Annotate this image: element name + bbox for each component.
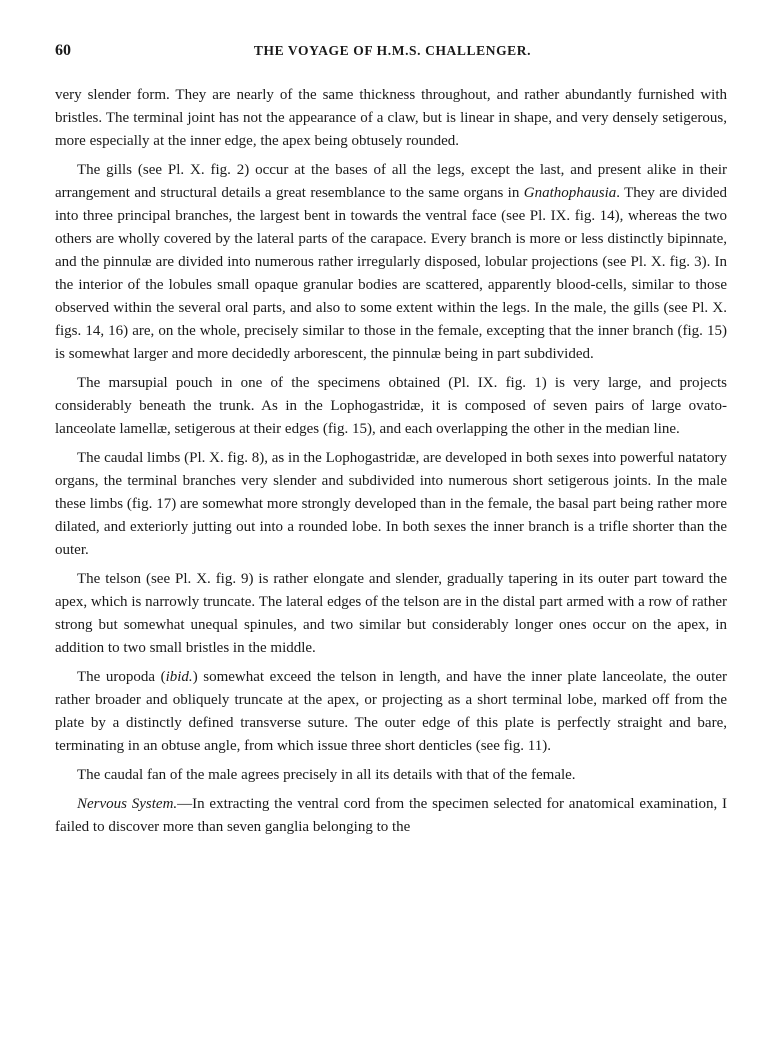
- paragraph-caudal-fan: The caudal fan of the male agrees precisely in all its details with that of the female.: [77, 767, 576, 783]
- ibid-reference: ibid.: [165, 669, 193, 685]
- paragraph-uropoda: [55, 666, 727, 758]
- body-text: [55, 84, 727, 845]
- paragraph-marsupial-pouch: The marsupial pouch in one of the specimens obtained (Pl. IX. fig. 1) is very large, and projects considerably beneath the trunk. As in the Lophogastridæ, it is composed of seven pairs of large ovato-lanceolate lamellæ, setigerous at their edges (fig. 15), and each overlapping the other in the median line.: [55, 375, 727, 437]
- page-header: [55, 42, 730, 64]
- gills-text-end: . They are divided into three principal branches, the largest bent in towards the ventral face (see Pl. IX. fig. 14), whereas the two others are wholly covered by the lateral parts of the carapace. Every branch is more or less distinctly bipinnate, and the pinnulæ are divided into numerous rather irregularly disposed, lobular projections (see Pl. X. fig. 3). In the interior of the lobules small opaque granular bodies are scattered, apparently blood-cells, similar to those observed within the several oral parts, and also to some extent within the legs. In the male, the gills (see Pl. X. figs. 14, 16) are, on the whole, precisely similar to those in the female, excepting that the inner branch (fig. 15) is somewhat larger and more decidedly arborescent, the pinnulæ being in part subdivided.: [55, 185, 727, 362]
- genus-name-gnathophausia: Gnathophausia: [523, 185, 617, 201]
- page-number: 60: [55, 42, 71, 59]
- section-heading-nervous-system: Nervous System.: [77, 796, 178, 812]
- paragraph-caudal-limbs: The caudal limbs (Pl. X. fig. 8), as in the Lophogastridæ, are developed in both sexes into powerful natatory organs, the terminal branches very slender and subdivided into numerous short setigerous joints. In the male these limbs (fig. 17) are somewhat more strongly developed than in the female, the basal part being rather more dilated, and exteriorly jutting out into a rounded lobe. In both sexes the inner branch is a trifle shorter than the outer.: [55, 450, 727, 558]
- running-title: THE VOYAGE OF H.M.S. CHALLENGER.: [253, 43, 532, 58]
- uropoda-text-start: The uropoda (: [77, 669, 166, 685]
- gills-text-start: The gills (see Pl. X. fig. 2) occur at the bases of all the legs, except the last, and present alike in their arrangement and structural details a great resemblance to the same organs in: [55, 162, 727, 201]
- paragraph-leg-description: very slender form. They are nearly of the same thickness throughout, and rather abundantly furnished with bristles. The terminal joint has not the appearance of a claw, but is linear in shape, and very densely setigerous, more especially at the inner edge, the apex being obtusely rounded.: [55, 87, 727, 149]
- uropoda-text-end: ) somewhat exceed the telson in length, and have the inner plate lanceolate, the outer rather broader and obliquely truncate at the apex, or projecting as a short terminal lobe, marked off from the plate by a distinctly defined transverse suture. The outer edge of this plate is perfectly straight and bare, terminating in an obtuse angle, from which issue three short denticles (see fig. 11).: [55, 669, 728, 754]
- paragraph-nervous-system: [55, 793, 727, 839]
- paragraph-gills: [55, 159, 727, 366]
- nervous-system-text: —In extracting the ventral cord from the specimen selected for anatomical examination, I failed to discover more than seven ganglia belonging to the: [55, 796, 728, 835]
- paragraph-telson: The telson (see Pl. X. fig. 9) is rather elongate and slender, gradually tapering in its outer part toward the apex, which is narrowly truncate. The lateral edges of the telson are in the distal part armed with a row of rather strong but somewhat unequal spinules, and two similar but considerably longer ones occur on the apex, in addition to two small bristles in the middle.: [55, 571, 727, 656]
